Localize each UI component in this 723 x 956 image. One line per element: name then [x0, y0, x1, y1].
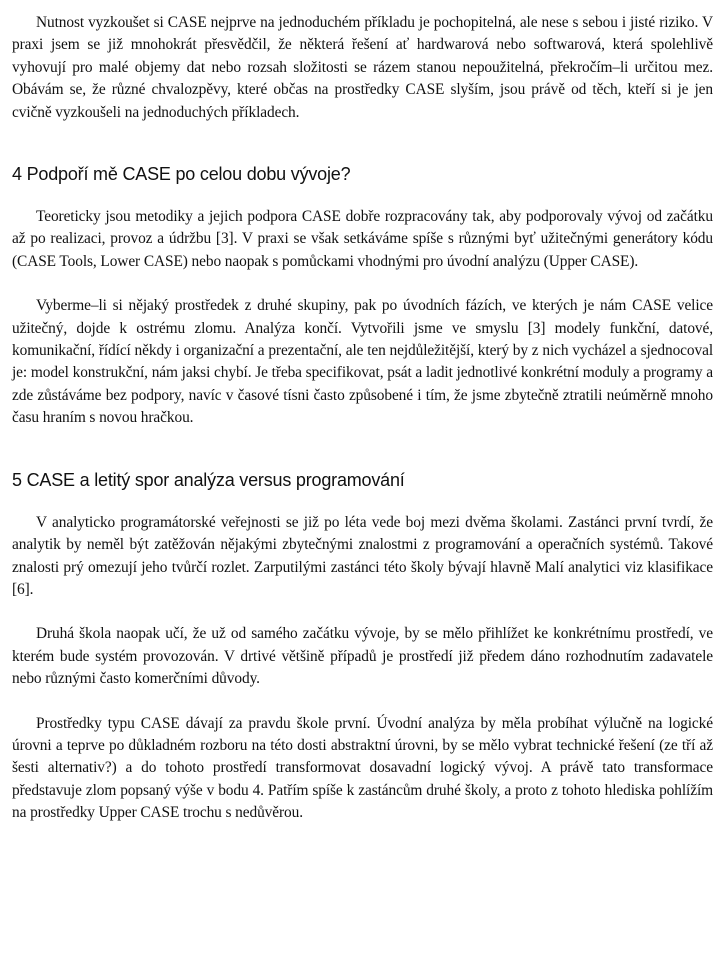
- section-5-paragraph-1: V analyticko programátorské veřejnosti se již po léta vede boj mezi dvěma školami. Zastánci první tvrdí, že analytik by neměl být zatěžován nějakými zbytečnými znalostmi z programování a operačních systémů. Takové znalosti prý omezují jeho tvůrčí rozlet. Zarputilými zastánci této školy bývají hlavně Malí analytici viz klasifikace [6].: [12, 513, 713, 598]
- section-4-paragraph-2: Vyberme–li si nějaký prostředek z druhé skupiny, pak po úvodních fázích, ve kterých je nám CASE velice užitečný, dojde k ostrému zlomu. Analýza končí. Vytvořili jsme ve smyslu [3] modely funkční, datové, komunikační, řídící někdy i organizační a prezentační, ale ten nejdůležitější, který by z nich vycházel a sjednocoval je: model konstrukční, nám jaksi chybí. Je třeba specifikovat, psát a ladit jednotlivé konkrétní moduly a programy a zde zůstáváme bez podpory, navíc v časové tísni často způsobené i tím, že jsme zbytečně ztratili neúměrně mnoho času hraním s novou hračkou.: [12, 297, 713, 427]
- intro-paragraph: Nutnost vyzkoušet si CASE nejprve na jednoduchém příkladu je pochopitelná, ale nese s sebou i jisté riziko. V praxi jsem se již mnohokrát přesvědčil, že některá řešení ať hardwarová nebo softwarová, která spolehlivě vyhovují pro malé objemy dat nebo rozsah složitosti se rázem stanou nepoužitelná, překročím–li určitou mez. Obávám se, že různé chvalozpěvy, které občas na prostředky CASE slyším, jsou právě od těch, kteří si je jen cvičně vyzkoušeli na jednoduchých příkladech.: [12, 14, 713, 121]
- section-5-paragraph-2: Druhá škola naopak učí, že už od samého začátku vývoje, by se mělo přihlížet ke konkrétnímu prostředí, ve kterém bude systém provozován. V drtivé většině případů je prostředí již předem dáno rozhodnutím zadavatele nebo různými často komerčními důvody.: [12, 625, 713, 688]
- section-4-paragraph-1: Teoreticky jsou metodiky a jejich podpora CASE dobře rozpracovány tak, aby podporovaly vývoj od začátku až po realizaci, provoz a údržbu [3]. V praxi se však setkáváme spíše s různými byť užitečnými generátory kódu (CASE Tools, Lower CASE) nebo naopak s pomůckami vhodnými pro úvodní analýzu (Upper CASE).: [12, 208, 713, 270]
- section-5-heading: 5 CASE a letitý spor analýza versus programování: [12, 469, 405, 490]
- section-4-heading: 4 Podpoří mě CASE po celou dobu vývoje?: [12, 164, 351, 185]
- section-5-paragraph-3: Prostředky typu CASE dávají za pravdu škole první. Úvodní analýza by měla probíhat výlučně na logické úrovni a teprve po důkladném rozboru na této dosti abstraktní úrovni, by se mělo vybrat technické řešení (ze tří až šesti alternativ?) a do tohoto prostředí transformovat dosavadní logický vývoj. A právě tato transformace představuje zlom popsaný výše v bodu 4. Patřím spíše k zastáncům druhé školy, a proto z tohoto hlediska pohlížím na prostředky Upper CASE trochu s nedůvěrou.: [12, 714, 713, 822]
